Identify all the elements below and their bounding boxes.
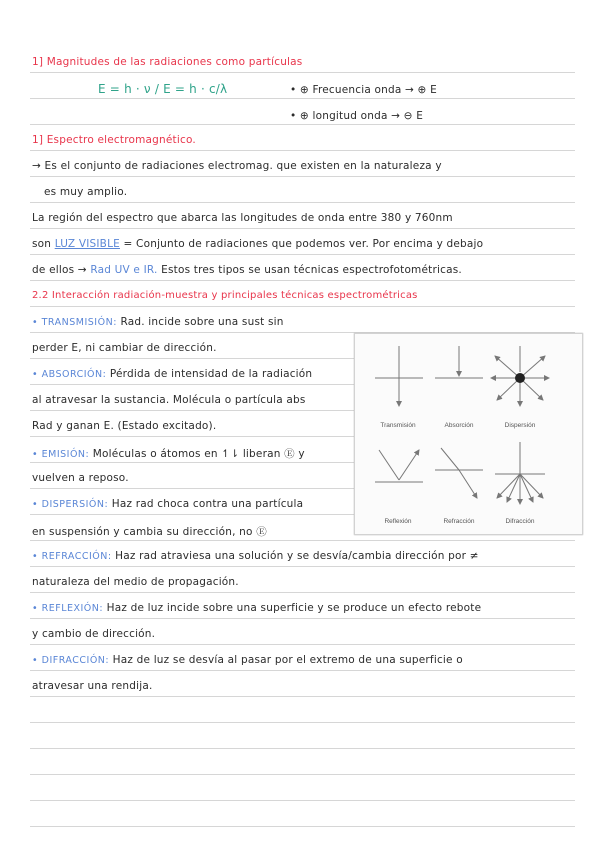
dispersion-particle — [515, 373, 525, 383]
dispersion-text-1: Haz rad choca contra una partícula — [108, 498, 304, 510]
difraccion-diagram — [495, 442, 545, 504]
dispersion-keyword: • DISPERSIÓN: — [32, 499, 109, 510]
absorcion-diagram — [435, 346, 483, 378]
emision-line-1 — [32, 446, 305, 461]
caption-absorcion: Absorción — [444, 422, 474, 429]
refraccion-line-2: naturaleza del medio de propagación. — [32, 576, 239, 588]
transmision-text-1: Rad. incide sobre una sust sin — [116, 316, 284, 328]
reflexion-text-1: Haz de luz incide sobre una superficie y se produce un efecto rebote — [103, 602, 482, 614]
caption-reflexion: Reflexión — [384, 518, 412, 525]
refraccion-text-1: Haz rad atraviesa una solución y se desvía/cambia dirección por ≠ — [111, 550, 479, 562]
spectrum-line-4 — [32, 238, 483, 250]
absorcion-keyword: • ABSORCIÓN: — [32, 369, 107, 380]
section2-title: 1] Espectro electromagnético. — [32, 134, 196, 146]
caption-dispersion: Dispersión — [504, 422, 536, 429]
spectrum-line-5 — [32, 264, 462, 276]
luz-visible-term: LUZ VISIBLE — [54, 238, 120, 250]
frequency-note: • ⊕ Frecuencia onda → ⊕ E — [290, 84, 437, 96]
absorcion-line-2: al atravesar la sustancia. Molécula o partícula abs — [32, 394, 306, 406]
spectrum-line-5-prefix: de ellos → — [32, 264, 91, 276]
reflexion-line-1 — [32, 602, 481, 614]
refraccion-line-1 — [32, 550, 479, 562]
absorcion-line-1 — [32, 368, 312, 380]
rad-uv-ir-term: Rad UV e IR. — [90, 264, 158, 276]
refraccion-keyword: • REFRACCIÓN: — [32, 551, 112, 562]
difraccion-line-1 — [32, 654, 463, 666]
spectrum-line-3: La región del espectro que abarca las longitudes de onda entre 380 y 760nm — [32, 212, 453, 224]
spectrum-line-2: es muy amplio. — [44, 186, 128, 198]
dispersion-line-1 — [32, 498, 303, 510]
emision-keyword: • EMISIÓN: — [32, 449, 90, 460]
absorcion-text-1: Pérdida de intensidad de la radiación — [106, 368, 313, 380]
difraccion-text-1: Haz de luz se desvía al pasar por el extremo de una superficie o — [109, 654, 463, 666]
reflexion-line-2: y cambio de dirección. — [32, 628, 156, 640]
caption-transmision: Transmisión — [380, 422, 416, 429]
caption-difraccion: Difracción — [505, 518, 535, 525]
absorcion-line-3: Rad y ganan E. (Estado excitado). — [32, 420, 217, 432]
reflexion-keyword: • REFLEXIÓN: — [32, 603, 104, 614]
difraccion-keyword: • DIFRACCIÓN: — [32, 655, 110, 666]
transmision-keyword: • TRANSMISIÓN: — [32, 317, 117, 328]
emision-line-2: vuelven a reposo. — [32, 472, 129, 484]
spectrum-line-1: → Es el conjunto de radiaciones electromag. que existen en la naturaleza y — [32, 160, 442, 172]
dispersion-line-2: en suspensión y cambia su dirección, no Ⓔ — [32, 526, 267, 538]
transmision-line-1 — [32, 316, 284, 328]
spectrum-line-4-prefix: son — [32, 238, 55, 250]
interaction-diagram-svg — [355, 334, 582, 534]
refraccion-diagram — [435, 448, 483, 498]
spectrum-line-5-rest: Estos tres tipos se usan técnicas espectrofotométricas. — [157, 264, 462, 276]
difraccion-line-2: atravesar una rendija. — [32, 680, 153, 692]
reflexion-diagram — [375, 450, 423, 482]
photon-energy-formula: E = h · ν / E = h · c/λ — [98, 82, 228, 96]
spectrum-line-4-rest: = Conjunto de radiaciones que podemos ver. Por encima y debajo — [119, 238, 484, 250]
emision-text-1: Moléculas o átomos en ↿⇂ liberan Ⓔ y — [89, 448, 305, 460]
interaction-diagram — [354, 333, 583, 535]
transmision-line-2: perder E, ni cambiar de dirección. — [32, 342, 217, 354]
section1-title: 1] Magnitudes de las radiaciones como partículas — [32, 56, 303, 68]
section3-title: 2.2 Interacción radiación-muestra y principales técnicas espectrométricas — [32, 290, 418, 301]
caption-refraccion: Refracción — [443, 518, 475, 525]
transmision-diagram — [375, 346, 423, 406]
wavelength-note: • ⊕ longitud onda → ⊖ E — [290, 110, 424, 122]
